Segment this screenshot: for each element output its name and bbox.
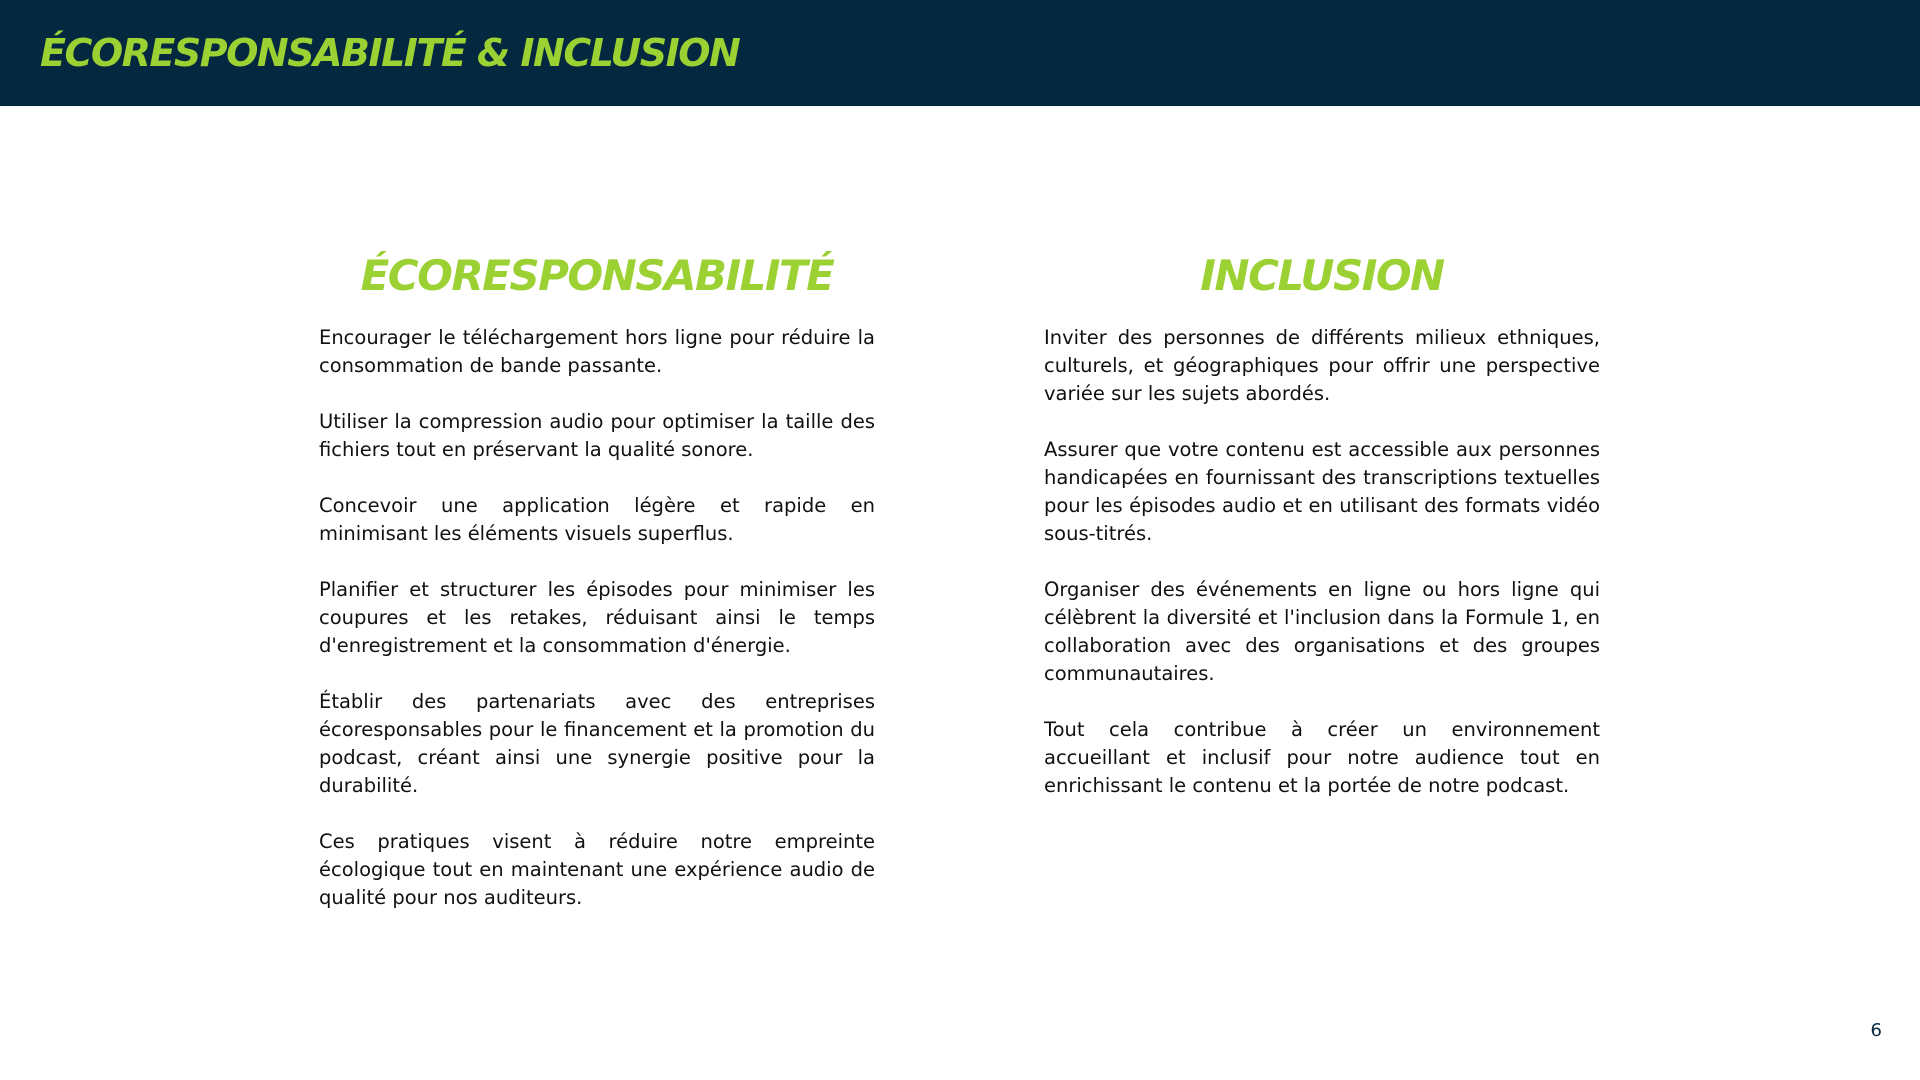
page-title: ÉCORESPONSABILITÉ & INCLUSION — [40, 31, 740, 75]
eco-paragraph: Encourager le téléchargement hors ligne pour réduire la consommation de bande passante. — [319, 326, 875, 377]
eco-paragraph: Ces pratiques visent à réduire notre empreinte écologique tout en maintenant une expérience audio de qualité pour nos auditeurs. — [319, 830, 875, 909]
ecoresponsabilite-column — [319, 248, 875, 912]
inclusion-paragraph: Assurer que votre contenu est accessible aux personnes handicapées en fournissant des transcriptions textuelles pour les épisodes audio et en utilisant des formats vidéo sous-titrés. — [1044, 438, 1600, 545]
inclusion-column — [1044, 248, 1600, 800]
inclusion-paragraph: Tout cela contribue à créer un environnement accueillant et inclusif pour notre audience tout en enrichissant le contenu et la portée de notre podcast. — [1044, 718, 1600, 797]
inclusion-paragraph: Organiser des événements en ligne ou hors ligne qui célèbrent la diversité et l'inclusion dans la Formule 1, en collaboration avec des organisations et des groupes communautaires. — [1044, 578, 1600, 685]
eco-paragraph: Utiliser la compression audio pour optimiser la taille des fichiers tout en préservant la qualité sonore. — [319, 410, 875, 461]
eco-paragraph: Planifier et structurer les épisodes pour minimiser les coupures et les retakes, réduisant ainsi le temps d'enregistrement et la consommation d'énergie. — [319, 578, 875, 657]
page-number: 6 — [1870, 1020, 1882, 1041]
eco-paragraph: Établir des partenariats avec des entreprises écoresponsables pour le financement et la promotion du podcast, créant ainsi une synergie positive pour la durabilité. — [319, 690, 875, 797]
inclusion-heading: INCLUSION — [1200, 251, 1444, 300]
header-bar — [0, 0, 1920, 106]
eco-paragraph: Concevoir une application légère et rapide en minimisant les éléments visuels superflus. — [319, 494, 875, 545]
inclusion-paragraph: Inviter des personnes de différents milieux ethniques, culturels, et géographiques pour offrir une perspective variée sur les sujets abordés. — [1044, 326, 1600, 405]
ecoresponsabilite-heading: ÉCORESPONSABILITÉ — [360, 251, 834, 300]
